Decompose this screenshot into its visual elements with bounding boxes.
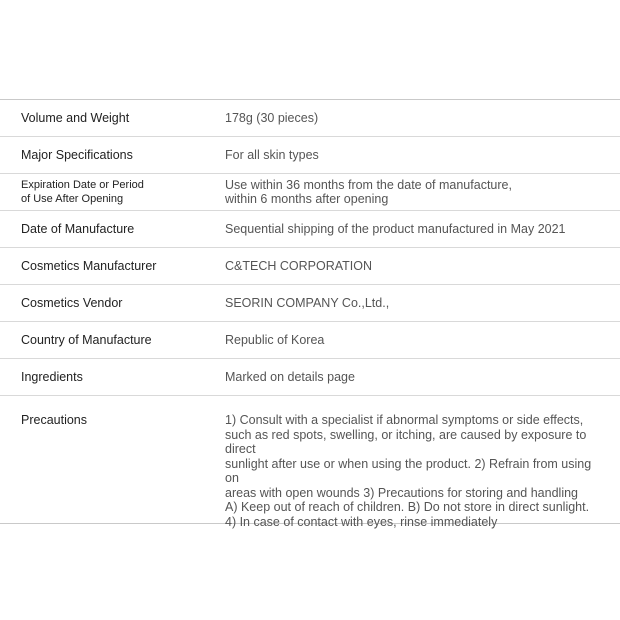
table-row-manufacturer xyxy=(0,248,620,285)
table-row-volume-weight xyxy=(0,100,620,137)
table-row-major-specifications xyxy=(0,137,620,174)
row-label: Precautions xyxy=(21,413,88,427)
row-value: 178g (30 pieces) xyxy=(225,111,319,125)
row-value: SEORIN COMPANY Co.,Ltd., xyxy=(225,296,390,310)
row-label: Cosmetics Manufacturer xyxy=(21,259,157,273)
table-row-precautions xyxy=(0,396,620,529)
row-value: C&TECH CORPORATION xyxy=(225,259,372,273)
table-row-country xyxy=(0,322,620,359)
row-value: 1) Consult with a specialist if abnormal symptoms or side effects, such as red spots, swelling, or itching, are caused by exposure to direct sunlight after use or when using the product. 2) Refrain from using on areas with open wounds 3) Precautions for storing and handling A) Keep out of reach of children. B) Do not store in direct sunlight. 4) In case of contact with eyes, rinse immediately xyxy=(225,413,592,529)
row-label: Cosmetics Vendor xyxy=(21,296,123,310)
row-value: Republic of Korea xyxy=(225,333,325,347)
table-row-expiration xyxy=(0,174,620,211)
row-label: Date of Manufacture xyxy=(21,222,135,236)
row-label: Ingredients xyxy=(21,370,83,384)
row-value: Marked on details page xyxy=(225,370,355,384)
row-label: Country of Manufacture xyxy=(21,333,152,347)
table-row-vendor xyxy=(0,285,620,322)
row-label: Expiration Date or Period of Use After Opening xyxy=(21,179,144,205)
row-label: Volume and Weight xyxy=(21,111,130,125)
row-value: For all skin types xyxy=(225,148,319,162)
row-value: Use within 36 months from the date of manufacture, within 6 months after opening xyxy=(225,178,512,206)
row-value: Sequential shipping of the product manufactured in May 2021 xyxy=(225,222,566,236)
table-row-ingredients xyxy=(0,359,620,396)
row-label: Major Specifications xyxy=(21,148,133,162)
product-spec-table xyxy=(0,99,620,529)
table-row-date-of-manufacture xyxy=(0,211,620,248)
